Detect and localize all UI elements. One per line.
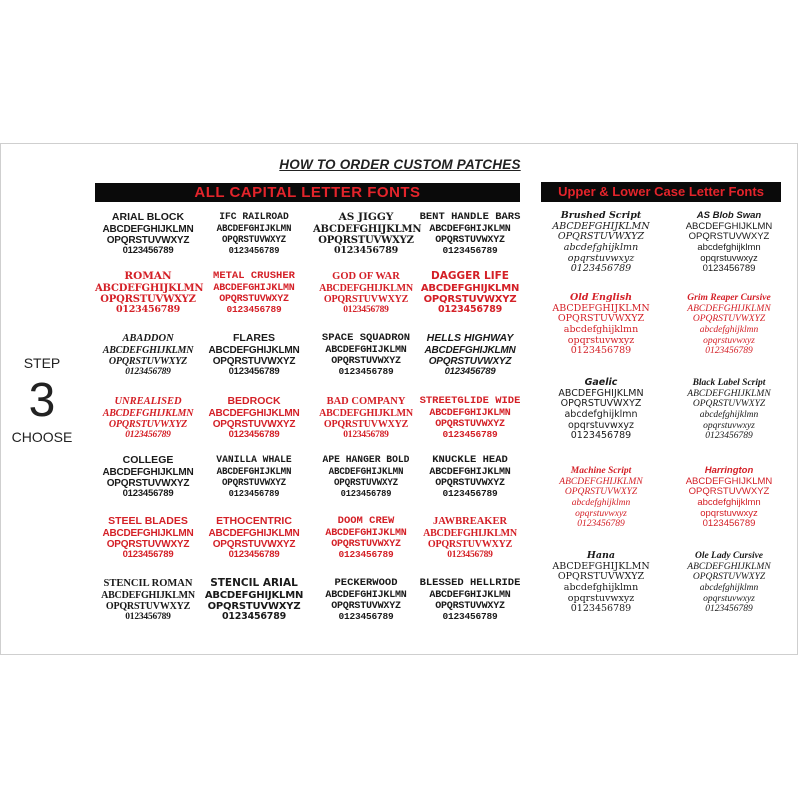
sample-uppercase-2: OPQRSTUVWXYZ	[212, 418, 296, 430]
sample-uppercase-2: OPQRSTUVWXYZ	[100, 293, 196, 305]
sample-uppercase-2: OPQRSTUVWXYZ	[212, 538, 296, 550]
font-name: ABADDON	[122, 333, 174, 344]
sample-uppercase-2: OPQRSTUVWXYZ	[106, 234, 190, 246]
capital-font-sample	[417, 455, 523, 500]
sample-uppercase-2: OPQRSTUVWXYZ	[692, 572, 766, 583]
sample-digits: 0123456789	[228, 245, 280, 257]
font-name: STENCIL ROMAN	[103, 578, 193, 589]
font-name: HELLS HIGHWAY	[426, 332, 514, 344]
sample-lowercase-2: opqrstuvwxyz	[567, 592, 635, 604]
sample-uppercase-2: OPQRSTUVWXYZ	[207, 600, 301, 612]
capital-font-sample	[95, 455, 201, 500]
mixed-font-sample	[668, 551, 790, 615]
step-action: CHOOSE	[11, 429, 73, 445]
step-label: STEP	[23, 355, 61, 371]
capital-font-sample	[417, 212, 523, 257]
sample-uppercase-1: ABCDEFGHIJKLMN	[328, 466, 404, 478]
sample-digits: 0123456789	[705, 346, 753, 357]
mixed-font-sample	[668, 466, 790, 530]
sample-digits: 0123456789	[437, 304, 503, 316]
font-name: AS Blob Swan	[696, 210, 762, 221]
font-name: VANILLA WHALE	[216, 454, 292, 466]
font-name: IFC RAILROAD	[219, 211, 289, 223]
sample-digits: 0123456789	[343, 430, 389, 441]
sample-digits: 0123456789	[338, 549, 394, 561]
font-name: FLARES	[233, 332, 275, 344]
sample-digits: 0123456789	[115, 304, 181, 316]
capital-font-sample	[313, 396, 419, 441]
capital-font-sample	[417, 578, 523, 623]
font-name: BEDROCK	[227, 395, 281, 407]
sample-uppercase-2: OPQRSTUVWXYZ	[557, 231, 645, 243]
font-name: Grim Reaper Cursive	[687, 293, 771, 303]
sample-uppercase-2: OPQRSTUVWXYZ	[106, 538, 190, 550]
sample-digits: 0123456789	[122, 488, 174, 500]
sample-digits: 0123456789	[122, 549, 174, 561]
sample-lowercase-1: abcdefghijklmn	[699, 324, 759, 335]
sample-lowercase-2: opqrstuvwxyz	[567, 334, 635, 346]
font-name: Brushed Script	[560, 210, 642, 221]
sample-uppercase-1: ABCDEFGHIJKLMN	[687, 561, 771, 572]
sample-uppercase-2: OPQRSTUVWXYZ	[331, 355, 401, 367]
capital-font-sample	[201, 578, 307, 623]
font-name: BENT HANDLE BARS	[419, 211, 521, 223]
sample-uppercase-2: OPQRSTUVWXYZ	[106, 477, 190, 489]
sample-lowercase-2: opqrstuvwxyz	[703, 335, 755, 346]
capital-font-sample	[417, 516, 523, 561]
sample-lowercase-1: abcdefghijklmn	[699, 582, 759, 593]
sample-digits: 0123456789	[705, 604, 753, 615]
step-number: 3	[28, 374, 56, 427]
mixed-font-sample	[540, 211, 662, 275]
sample-uppercase-2: OPQRSTUVWXYZ	[331, 600, 401, 612]
sample-uppercase-1: ABCDEFGHIJKLMN	[552, 302, 650, 314]
sample-uppercase-1: ABCDEFGHIJKLMN	[102, 527, 194, 539]
sample-uppercase-2: OPQRSTUVWXYZ	[564, 487, 638, 498]
sample-lowercase-2: opqrstuvwxyz	[575, 508, 627, 519]
capital-font-sample	[313, 211, 422, 257]
font-name: Gaelic	[584, 377, 618, 388]
font-name: DAGGER LIFE	[431, 270, 509, 282]
sample-uppercase-1: ABCDEFGHIJKLMN	[558, 387, 644, 399]
font-name: Machine Script	[570, 466, 632, 476]
font-name: METAL CRUSHER	[213, 270, 295, 282]
sample-uppercase-2: OPQRSTUVWXYZ	[435, 477, 505, 489]
sample-uppercase-2: OPQRSTUVWXYZ	[692, 399, 766, 410]
font-name: STENCIL ARIAL	[210, 577, 298, 589]
font-name: PECKERWOOD	[334, 577, 398, 589]
font-name: ROMAN	[124, 270, 172, 282]
sample-uppercase-1: ABCDEFGHIJKLMN	[429, 466, 511, 478]
sample-digits: 0123456789	[228, 488, 280, 500]
sample-uppercase-2: OPQRSTUVWXYZ	[560, 398, 642, 410]
sample-uppercase-1: ABCDEFGHIJKLMN	[208, 527, 300, 539]
sample-digits: 0123456789	[702, 518, 756, 530]
sample-uppercase-2: OPQRSTUVWXYZ	[428, 355, 512, 367]
capital-font-sample	[95, 333, 201, 378]
font-name: STREETGLIDE WIDE	[419, 395, 521, 407]
sample-lowercase-1: abcdefghijklmn	[699, 409, 759, 420]
sample-uppercase-1: ABCDEFGHIJKLMN	[552, 220, 650, 232]
sample-digits: 0123456789	[338, 366, 394, 378]
font-name: AS JIGGY	[338, 211, 394, 223]
sample-digits: 0123456789	[125, 367, 171, 378]
font-name: BAD COMPANY	[326, 396, 406, 407]
mixed-font-sample	[668, 378, 790, 442]
sample-uppercase-1: ABCDEFGHIJKLMN	[687, 388, 771, 399]
font-name: GOD OF WAR	[332, 271, 400, 282]
sample-digits: 0123456789	[338, 611, 394, 623]
sample-uppercase-2: OPQRSTUVWXYZ	[688, 231, 770, 243]
sample-digits: 0123456789	[442, 245, 498, 257]
sample-uppercase-2: OPQRSTUVWXYZ	[333, 477, 399, 489]
sample-uppercase-1: ABCDEFGHIJKLMN	[420, 282, 520, 294]
mixed-font-sample	[540, 551, 662, 615]
capital-font-sample	[95, 212, 201, 257]
sample-uppercase-2: OPQRSTUVWXYZ	[323, 418, 409, 430]
sample-uppercase-2: OPQRSTUVWXYZ	[318, 234, 414, 246]
capital-font-sample	[205, 455, 303, 500]
sample-digits: 0123456789	[702, 263, 756, 275]
sample-uppercase-2: OPQRSTUVWXYZ	[557, 571, 645, 583]
sample-digits: 0123456789	[442, 488, 498, 500]
sample-uppercase-2: OPQRSTUVWXYZ	[435, 600, 505, 612]
sample-lowercase-2: opqrstuvwxyz	[703, 593, 755, 604]
sample-uppercase-1: ABCDEFGHIJKLMN	[102, 466, 194, 478]
capital-fonts-header: ALL CAPITAL LETTER FONTS	[95, 183, 520, 202]
font-name: SPACE SQUADRON	[321, 332, 411, 344]
sample-lowercase-1: abcdefghijklmn	[571, 497, 631, 508]
capital-font-sample	[417, 333, 523, 378]
sample-uppercase-2: OPQRSTUVWXYZ	[423, 293, 517, 305]
sample-uppercase-1: ABCDEFGHIJKLMN	[102, 223, 194, 235]
sample-digits: 0123456789	[228, 549, 280, 561]
capital-font-sample	[201, 396, 307, 441]
font-name: BLESSED HELLRIDE	[419, 577, 521, 589]
font-name: ETHOCENTRIC	[216, 515, 292, 527]
sample-uppercase-2: OPQRSTUVWXYZ	[221, 477, 287, 489]
capital-font-sample	[313, 516, 419, 561]
capital-font-sample	[95, 516, 201, 561]
sample-uppercase-1: ABCDEFGHIJKLMN	[204, 589, 304, 601]
sample-digits: 0123456789	[226, 304, 282, 316]
font-name: Harrington	[704, 465, 754, 476]
sample-uppercase-1: ABCDEFGHIJKLMN	[216, 466, 292, 478]
sample-uppercase-1: ABCDEFGHIJKLMN	[685, 475, 773, 487]
font-name: Ole Lady Cursive	[694, 551, 764, 561]
sample-lowercase-2: opqrstuvwxyz	[567, 252, 635, 264]
sample-uppercase-2: OPQRSTUVWXYZ	[692, 314, 766, 325]
sample-uppercase-2: OPQRSTUVWXYZ	[688, 486, 770, 498]
mixed-font-sample	[540, 466, 662, 530]
sample-uppercase-2: OPQRSTUVWXYZ	[221, 234, 287, 246]
capital-font-sample	[417, 271, 523, 316]
sample-digits: 0123456789	[221, 611, 287, 623]
sample-digits: 0123456789	[447, 550, 493, 561]
sample-uppercase-1: ABCDEFGHIJKLMN	[313, 223, 422, 235]
capital-font-sample	[95, 396, 201, 441]
sample-lowercase-1: abcdefghijklmn	[564, 408, 638, 420]
page-title: HOW TO ORDER CUSTOM PATCHES	[279, 157, 521, 172]
sample-uppercase-1: ABCDEFGHIJKLMN	[423, 527, 517, 539]
mixed-font-sample	[540, 378, 662, 442]
sample-uppercase-2: OPQRSTUVWXYZ	[557, 313, 645, 325]
sample-uppercase-1: ABCDEFGHIJKLMN	[424, 344, 516, 356]
sample-digits: 0123456789	[442, 429, 498, 441]
sample-uppercase-1: ABCDEFGHIJKLMN	[102, 407, 194, 419]
sample-lowercase-2: opqrstuvwxyz	[700, 252, 758, 264]
font-name: JAWBREAKER	[432, 516, 508, 527]
sample-digits: 0123456789	[570, 603, 632, 615]
sample-uppercase-1: ABCDEFGHIJKLMN	[687, 303, 771, 314]
mixed-font-sample	[540, 293, 662, 357]
sample-uppercase-1: ABCDEFGHIJKLMN	[216, 223, 292, 235]
sample-uppercase-2: OPQRSTUVWXYZ	[427, 538, 513, 550]
sample-lowercase-2: opqrstuvwxyz	[700, 507, 758, 519]
sample-uppercase-2: OPQRSTUVWXYZ	[108, 355, 188, 367]
mixed-font-sample	[668, 293, 790, 357]
sample-uppercase-2: OPQRSTUVWXYZ	[219, 293, 289, 305]
sample-uppercase-2: OPQRSTUVWXYZ	[435, 418, 505, 430]
sample-digits: 0123456789	[333, 245, 399, 257]
sample-uppercase-2: OPQRSTUVWXYZ	[331, 538, 401, 550]
font-name: STEEL BLADES	[108, 515, 188, 527]
sample-lowercase-1: abcdefghijklmn	[563, 581, 639, 593]
font-name: UNREALISED	[114, 396, 182, 407]
capital-font-sample	[317, 455, 415, 500]
font-name: DOOM CREW	[337, 515, 395, 527]
sample-uppercase-1: ABCDEFGHIJKLMN	[429, 589, 511, 601]
sample-uppercase-1: ABCDEFGHIJKLMN	[101, 589, 195, 601]
sample-uppercase-1: ABCDEFGHIJKLMN	[325, 527, 407, 539]
sample-uppercase-1: ABCDEFGHIJKLMN	[102, 344, 194, 356]
sample-digits: 0123456789	[577, 519, 625, 530]
sample-digits: 0123456789	[570, 345, 632, 357]
sample-uppercase-1: ABCDEFGHIJKLMN	[559, 476, 643, 487]
sample-lowercase-1: abcdefghijklmn	[697, 496, 761, 508]
sample-lowercase-2: opqrstuvwxyz	[567, 419, 635, 431]
sample-digits: 0123456789	[340, 488, 392, 500]
capital-font-sample	[205, 212, 303, 257]
capital-font-sample	[417, 396, 523, 441]
font-name: COLLEGE	[122, 454, 174, 466]
sample-lowercase-1: abcdefghijklmn	[563, 323, 639, 335]
font-name: Black Label Script	[692, 378, 766, 388]
sample-digits: 0123456789	[570, 430, 632, 442]
sample-lowercase-1: abcdefghijklmn	[697, 241, 761, 253]
sample-uppercase-2: OPQRSTUVWXYZ	[435, 234, 505, 246]
sample-uppercase-1: ABCDEFGHIJKLMN	[213, 282, 295, 294]
sample-digits: 0123456789	[125, 612, 171, 623]
sample-digits: 0123456789	[228, 429, 280, 441]
font-name: KNUCKLE HEAD	[432, 454, 508, 466]
sample-lowercase-1: abcdefghijklmn	[563, 241, 639, 253]
sample-digits: 0123456789	[442, 611, 498, 623]
capital-font-sample	[201, 333, 307, 378]
mixed-font-sample	[668, 211, 790, 275]
sample-digits: 0123456789	[705, 431, 753, 442]
sample-uppercase-1: ABCDEFGHIJKLMN	[429, 223, 511, 235]
sample-uppercase-2: OPQRSTUVWXYZ	[105, 600, 191, 612]
sample-digits: 0123456789	[444, 366, 496, 378]
sample-uppercase-1: ABCDEFGHIJKLMN	[208, 344, 300, 356]
sample-lowercase-2: opqrstuvwxyz	[703, 420, 755, 431]
capital-font-sample	[313, 271, 419, 316]
sample-uppercase-1: ABCDEFGHIJKLMN	[552, 560, 650, 572]
sample-uppercase-1: ABCDEFGHIJKLMN	[325, 589, 407, 601]
capital-font-sample	[313, 333, 419, 378]
sample-uppercase-2: OPQRSTUVWXYZ	[212, 355, 296, 367]
sample-uppercase-1: ABCDEFGHIJKLMN	[208, 407, 300, 419]
sample-uppercase-1: ABCDEFGHIJKLMN	[429, 407, 511, 419]
sample-digits: 0123456789	[570, 263, 632, 275]
step-indicator	[0, 355, 84, 445]
sample-digits: 0123456789	[343, 305, 389, 316]
sample-digits: 0123456789	[122, 245, 174, 257]
sample-digits: 0123456789	[228, 366, 280, 378]
capital-font-sample	[95, 270, 204, 316]
capital-font-sample	[201, 271, 307, 316]
font-name: Hana	[586, 550, 616, 561]
sample-uppercase-1: ABCDEFGHIJKLMN	[319, 282, 413, 294]
capital-font-sample	[201, 516, 307, 561]
capital-font-sample	[95, 578, 201, 623]
sample-uppercase-2: OPQRSTUVWXYZ	[108, 418, 188, 430]
capital-font-sample	[313, 578, 419, 623]
sample-digits: 0123456789	[125, 430, 171, 441]
font-name: Old English	[569, 292, 633, 303]
sample-uppercase-1: ABCDEFGHIJKLMN	[685, 220, 773, 232]
sample-uppercase-1: ABCDEFGHIJKLMN	[95, 282, 204, 294]
sample-uppercase-1: ABCDEFGHIJKLMN	[325, 344, 407, 356]
font-name: APE HANGER BOLD	[322, 454, 410, 466]
mixed-fonts-header: Upper & Lower Case Letter Fonts	[541, 182, 781, 202]
sample-uppercase-1: ABCDEFGHIJKLMN	[319, 407, 413, 419]
font-name: ARIAL BLOCK	[111, 211, 185, 223]
sample-uppercase-2: OPQRSTUVWXYZ	[323, 293, 409, 305]
